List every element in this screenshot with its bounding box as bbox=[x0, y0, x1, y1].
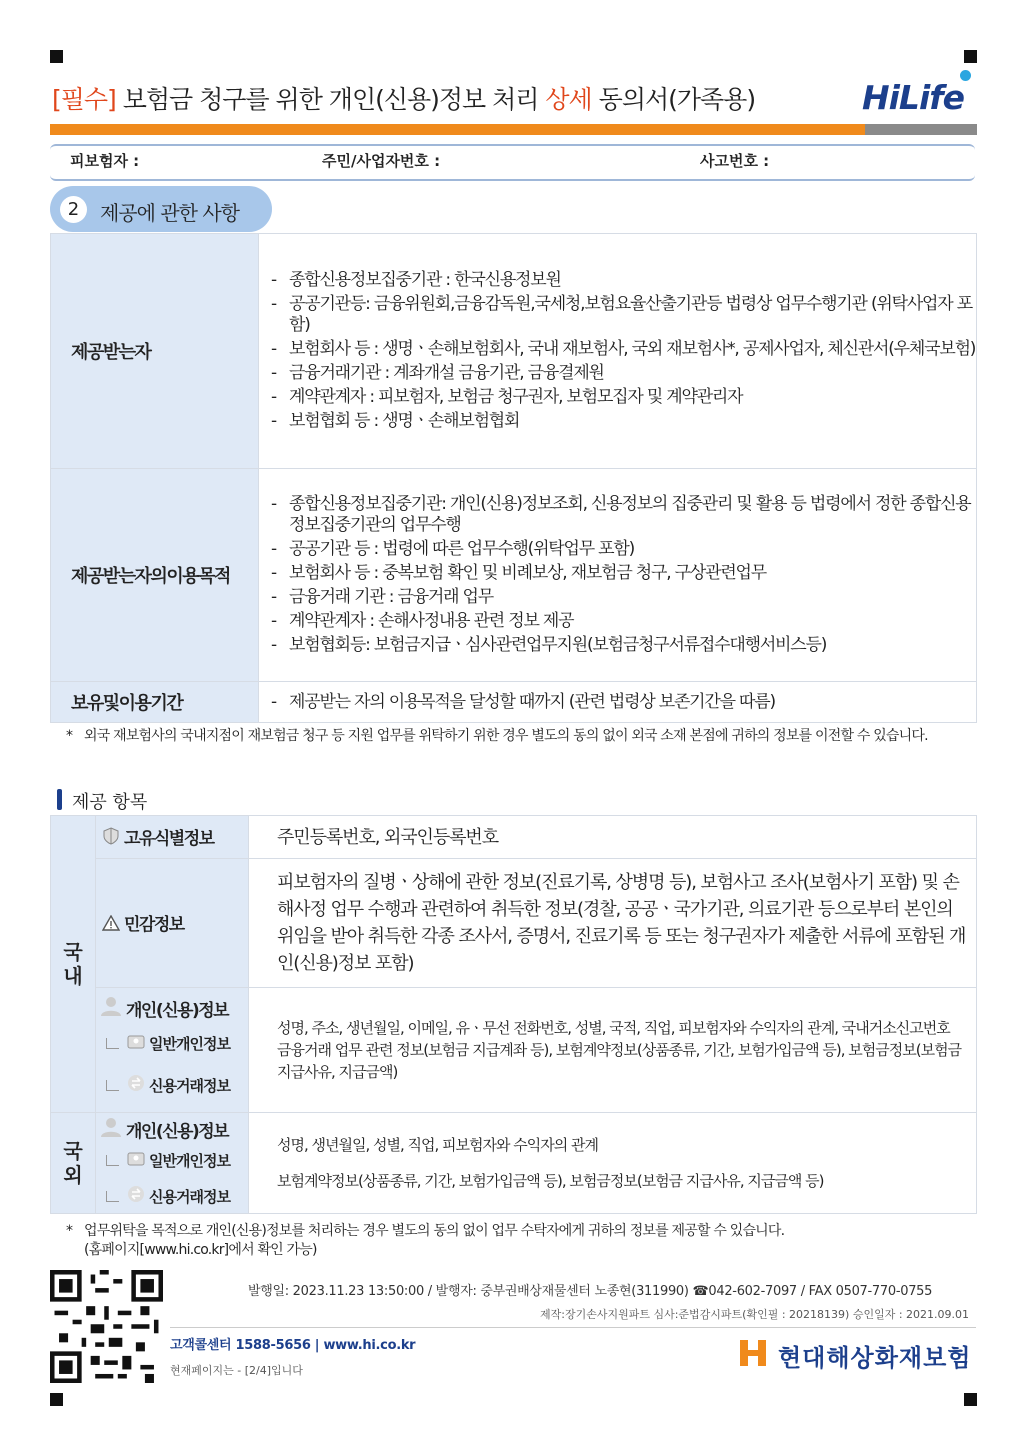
table-row bbox=[51, 859, 977, 988]
id-card-icon bbox=[127, 1035, 145, 1053]
registration-mark-tl bbox=[50, 50, 63, 63]
retention-label: 보유및이용기간 bbox=[51, 682, 259, 723]
footer-divider bbox=[170, 1327, 976, 1328]
id-card-icon bbox=[127, 1152, 145, 1170]
recipients-cell bbox=[259, 234, 977, 469]
accident-number-label: 사고번호 : bbox=[700, 152, 770, 170]
registration-mark-bl bbox=[50, 1393, 63, 1406]
foreign-general-value: 성명, 생년월일, 성별, 직업, 피보험자와 수익자의 관계 bbox=[277, 1136, 598, 1154]
credit-info-row: 신용거래정보 bbox=[102, 1185, 248, 1207]
heading-bar-icon bbox=[57, 789, 62, 810]
table-row bbox=[51, 816, 977, 859]
section-title: 제공에 관한 사항 bbox=[100, 201, 239, 225]
qr-code bbox=[50, 1270, 163, 1383]
page-indicator: 현재페이지는 - [2/4]입니다 bbox=[170, 1364, 303, 1377]
note-outsourcing bbox=[66, 1222, 966, 1260]
registration-mark-br bbox=[964, 1393, 977, 1406]
purpose-cell bbox=[259, 469, 977, 682]
general-info-row: 일반개인정보 bbox=[102, 1150, 248, 1171]
general-info-row: 일반개인정보 bbox=[102, 1033, 248, 1054]
person-icon bbox=[100, 996, 122, 1021]
company-name: 현대해상화재보험 bbox=[778, 1344, 972, 1372]
required-tag: [필수] bbox=[52, 85, 116, 114]
shield-icon bbox=[102, 827, 120, 850]
unique-id-label: 고유식별정보 bbox=[96, 816, 249, 859]
note-overseas-reinsurer bbox=[66, 727, 971, 746]
unique-id-value: 주민등록번호, 외국인등록번호 bbox=[249, 816, 977, 859]
exchange-icon bbox=[127, 1074, 145, 1096]
header-bar-gray bbox=[865, 124, 977, 135]
exchange-icon bbox=[127, 1185, 145, 1207]
list-item: - 보험회사 등 : 중복보험 확인 및 비례보상, 재보험금 청구, 구상관련업무 bbox=[271, 563, 766, 583]
domestic-general-value: 성명, 주소, 생년월일, 이메일, 유ㆍ무선 전화번호, 성별, 국적, 직업, 피보험자와 수익자의 관계, 국내거소신고번호 bbox=[277, 1019, 950, 1037]
list-item: - 계약관계자 : 손해사정내용 관련 정보 제공 bbox=[271, 611, 574, 631]
header-bar-orange bbox=[50, 124, 865, 135]
title-text-end: 동의서(가족용) bbox=[591, 85, 756, 114]
purpose-label: 제공받는자의이용목적 bbox=[51, 469, 259, 682]
insured-label: 피보험자 : bbox=[70, 152, 140, 170]
table-row bbox=[51, 1113, 977, 1214]
issue-info: 발행일: 2023.11.23 13:50:00 / 발행자: 중부권배상재물센터 노종현(311990) ☎042-602-7097 / FAX 0507-770-0755 bbox=[248, 1284, 933, 1299]
list-item: - 제공받는 자의 이용목적을 달성할 때까지 (관련 법령상 보존기간을 따름) bbox=[271, 691, 775, 712]
list-item: - 금융거래기관 : 계좌개설 금융기관, 금융결제원 bbox=[271, 363, 604, 383]
list-item: - 보험회사 등 : 생명ㆍ손해보험회사, 국내 재보험사, 국외 재보험사*, 공제사업자, 체신관서(우체국보험) bbox=[271, 339, 976, 359]
personal-info-foreign: 개인(신용)정보 일반개인정보 신용거래정보 bbox=[96, 1113, 249, 1214]
provision-table bbox=[50, 233, 977, 723]
list-item: - 보험협회등: 보험금지급ㆍ심사관련업무지원(보험금청구서류접수대행서비스등) bbox=[271, 635, 827, 655]
page-title bbox=[52, 80, 755, 116]
note-text: 업무위탁을 목적으로 개인(신용)정보를 처리하는 경우 별도의 동의 없이 업무 수탁자에게 귀하의 정보를 제공할 수 있습니다. bbox=[84, 1223, 785, 1239]
hyundai-h-icon bbox=[738, 1338, 768, 1368]
table-row bbox=[51, 988, 977, 1113]
sensitive-value: 피보험자의 질병ㆍ상해에 관한 정보(진료기록, 상병명 등), 보험사고 조사(보험사기 포함) 및 손해사정 업무 수행과 관련하여 취득한 정보(경찰, 공공ㆍ국가기관, 의료기관 등으로부터 본인의 위임을 받아 취득한 각종 조사서, 증명서, 진료기록 등 또는 청구권자가 제출한 서류에 포함된 개인(신용)정보 포함) bbox=[249, 859, 977, 988]
hilife-logo: HiLife bbox=[862, 78, 965, 117]
foreign-personal-value bbox=[249, 1113, 977, 1214]
warning-icon bbox=[102, 915, 120, 936]
resident-number-label: 주민/사업자번호 : bbox=[322, 152, 441, 170]
approval-info: 제작:장기손사지원파트 심사:준법감시파트(확인필 : 20218139) 승인일자 : 2021.09.01 bbox=[540, 1308, 970, 1321]
list-item: - 금융거래 기관 : 금융거래 업무 bbox=[271, 587, 494, 607]
domestic-credit-value: 금융거래 업무 관련 정보(보험금 지급계좌 등), 보험계약정보(상품종류, 기간, 보험가입금액 등), 보험금정보(보험금 지급사유, 지급금액) bbox=[277, 1041, 962, 1081]
list-item: - 공공기관 등 : 법령에 따른 업무수행(위탁업무 포함) bbox=[271, 539, 635, 559]
credit-info-row: 신용거래정보 bbox=[102, 1074, 248, 1096]
note-text: 외국 재보험사의 국내지점이 재보험금 청구 등 지원 업무를 위탁하기 위한 경우 별도의 동의 없이 외국 소재 본점에 귀하의 정보를 이전할 수 있습니다. bbox=[84, 728, 928, 744]
title-highlight: 상세 bbox=[545, 85, 592, 114]
info-box bbox=[50, 144, 975, 181]
personal-info-domestic: 개인(신용)정보 일반개인정보 신용거래정보 bbox=[96, 988, 249, 1113]
table-row bbox=[51, 469, 977, 682]
list-item: - 종합신용정보집중기관: 개인(신용)정보조회, 신용정보의 집중관리 및 활용 등 법령에서 정한 종합신용정보집중기관의 업무수행 bbox=[271, 494, 971, 535]
items-table bbox=[50, 815, 977, 1214]
table-row bbox=[51, 234, 977, 469]
person-icon bbox=[100, 1117, 122, 1142]
retention-cell bbox=[259, 682, 977, 723]
note-star: * bbox=[66, 728, 73, 744]
registration-mark-tr bbox=[964, 50, 977, 63]
list-item: - 공공기관등: 금융위원회,금융감독원,국세청,보험요율산출기관등 법령상 업무수행기관 (위탁사업자 포함) bbox=[271, 294, 972, 335]
foreign-label: 국외 bbox=[51, 1113, 96, 1214]
list-item: - 보험협회 등 : 생명ㆍ손해보험협회 bbox=[271, 411, 520, 431]
note-text-homepage: (홈페이지[www.hi.co.kr]에서 확인 가능) bbox=[84, 1242, 317, 1258]
items-heading: 제공 항목 bbox=[72, 792, 148, 813]
section-number: 2 bbox=[60, 196, 87, 223]
note-star: * bbox=[66, 1223, 73, 1239]
list-item: - 종합신용정보집중기관 : 한국신용정보원 bbox=[271, 270, 561, 290]
foreign-credit-value: 보험계약정보(상품종류, 기간, 보험가입금액 등), 보험금정보(보험금 지급사유, 지급금액 등) bbox=[277, 1172, 824, 1190]
table-row bbox=[51, 682, 977, 723]
title-text: 보험금 청구를 위한 개인(신용)정보 처리 bbox=[115, 85, 546, 114]
list-item: - 계약관계자 : 피보험자, 보험금 청구권자, 보험모집자 및 계약관리자 bbox=[271, 387, 743, 407]
call-center-link[interactable]: 고객콜센터 1588-5656 | www.hi.co.kr bbox=[170, 1338, 416, 1353]
sensitive-label: 민감정보 bbox=[96, 859, 249, 988]
recipients-label: 제공받는자 bbox=[51, 234, 259, 469]
domestic-label: 국내 bbox=[51, 816, 96, 1113]
domestic-personal-value bbox=[249, 988, 977, 1113]
